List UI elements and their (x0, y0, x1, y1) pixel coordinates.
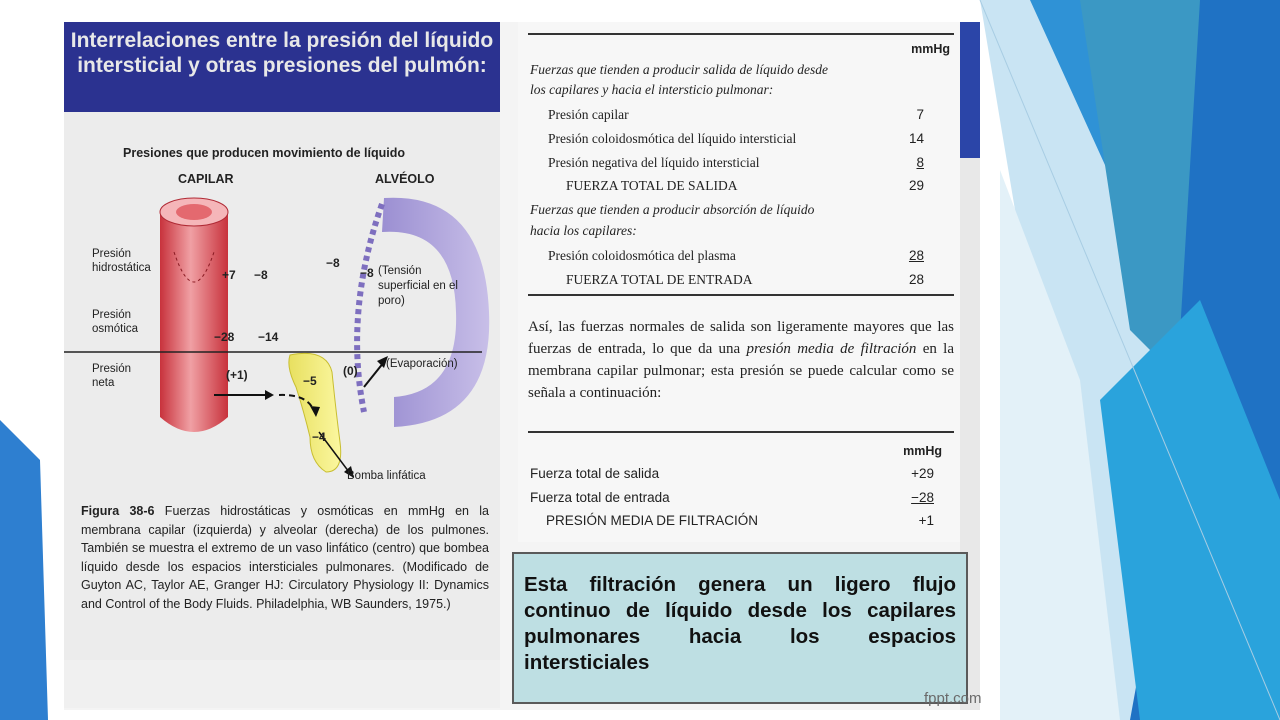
alveolar-pore-left-value: −8 (326, 256, 340, 270)
caption-text: Fuerzas hidrostáticas y osmóticas en mmHg en la membrana capilar (izquierda) y alveolar (derecha) de los pulmones. También se muestra el extremo de un vaso linfático (centro) que bombea líquido desde los espacios intersticiales pulmonares. (Modificado de Guyton AC, Taylor AE, Granger HJ: Circulatory Physiology II: Dynamics and Control of the Body Fluids. Philadelphia, WB Saunders, 1975.) (81, 504, 490, 611)
explanation-paragraph (528, 316, 954, 404)
capillary-hydrostatic-value: +7 (222, 268, 236, 282)
alveolus-shape (382, 198, 489, 427)
table1-out-header-1: Fuerzas que tienden a producir salida de líquido desde (530, 62, 828, 77)
alveolar-net-value: (0) (343, 364, 358, 378)
capillary-osmotic-value: −28 (214, 330, 235, 344)
table1-total-out-label: FUERZA TOTAL DE SALIDA (566, 178, 738, 193)
evaporation-label: (Evaporación) (386, 358, 458, 370)
right-blue-band (960, 22, 980, 158)
slide-title: Interrelaciones entre la presión del líquido intersticial y otras presiones del pulmón: (64, 22, 500, 112)
figure-bottom-area (64, 660, 500, 708)
lymph-top-value: −5 (303, 374, 317, 388)
capillary-tube (160, 212, 228, 432)
table1-in-header-2: hacia los capilares: (530, 223, 637, 238)
alveolus-label: ALVÉOLO (375, 172, 435, 186)
table1-row-label: Presión negativa del líquido intersticial (548, 155, 760, 170)
interstitial-osmotic-value: −14 (258, 330, 279, 344)
lymphatic-pump-label: Bomba linfática (347, 470, 426, 482)
table2-unit: mmHg (903, 444, 942, 458)
interstitial-hydrostatic-value: −8 (254, 268, 268, 282)
table1-total-out-value: 29 (908, 178, 924, 193)
table1-in-header-1: Fuerzas que tienden a producir absorción de líquido (530, 202, 815, 217)
net-label: Presión neta (92, 363, 131, 389)
table1-row-label: Presión capilar (548, 107, 629, 122)
paragraph-part-1: Así, las fuerzas normales de salida son ligeramente mayores que las fuerzas de entrada, lo que da una (528, 319, 954, 357)
table2-row-label: Fuerza total de salida (530, 466, 660, 481)
figure-heading: Presiones que producen movimiento de líquido (123, 146, 405, 160)
table1-in-row-label: Presión coloidosmótica del plasma (548, 248, 736, 263)
callout-box: Esta filtración genera un ligero flujo continuo de líquido desde los capilares pulmonares hacia los espacios intersticiales (512, 552, 968, 704)
alveolar-pore-right-value: −8 (360, 266, 374, 280)
tension-label: (Tensión superficial en el poro) (378, 265, 458, 307)
table1-out-header-2: los capilares y hacia el intersticio pulmonar: (530, 82, 774, 97)
hydrostatic-label: Presión hidrostática (92, 248, 151, 274)
table2-row-value: −28 (911, 490, 934, 505)
table1-total-in-label: FUERZA TOTAL DE ENTRADA (566, 272, 753, 287)
table1-total-in-value: 28 (908, 272, 924, 287)
table1-top-rule (528, 33, 954, 35)
table1-row-value: 7 (916, 107, 924, 122)
table2-row-label: Fuerza total de entrada (530, 490, 670, 505)
table1-unit: mmHg (911, 42, 950, 56)
table1-in-row-value: 28 (908, 248, 924, 263)
table1-row-value: 14 (908, 131, 924, 146)
table1-bottom-rule (528, 294, 954, 296)
left-blue-shard (0, 420, 48, 720)
table1-row-label: Presión coloidosmótica del líquido intersticial (548, 131, 797, 146)
table1-row-value: 8 (916, 155, 924, 170)
figure-caption (81, 502, 489, 614)
caption-figure-number: Figura 38-6 (81, 504, 155, 518)
capillary-label: CAPILAR (178, 172, 234, 186)
lymph-bottom-value: −4 (312, 430, 326, 444)
watermark: fppt.com (924, 690, 982, 707)
paragraph-part-2: en la membrana capilar pulmonar; esta presión se puede calcular como se señala a continuación: (528, 341, 954, 401)
table2-result-value: +1 (918, 513, 934, 528)
table2-top-rule (528, 431, 954, 433)
table2-row-value: +29 (911, 466, 934, 481)
table2-result-label: PRESIÓN MEDIA DE FILTRACIÓN (546, 513, 759, 528)
capillary-net-value: (+1) (226, 368, 248, 382)
osmotic-label: Presión osmótica (92, 309, 139, 335)
paragraph-emphasis: presión media de filtración (746, 341, 917, 357)
